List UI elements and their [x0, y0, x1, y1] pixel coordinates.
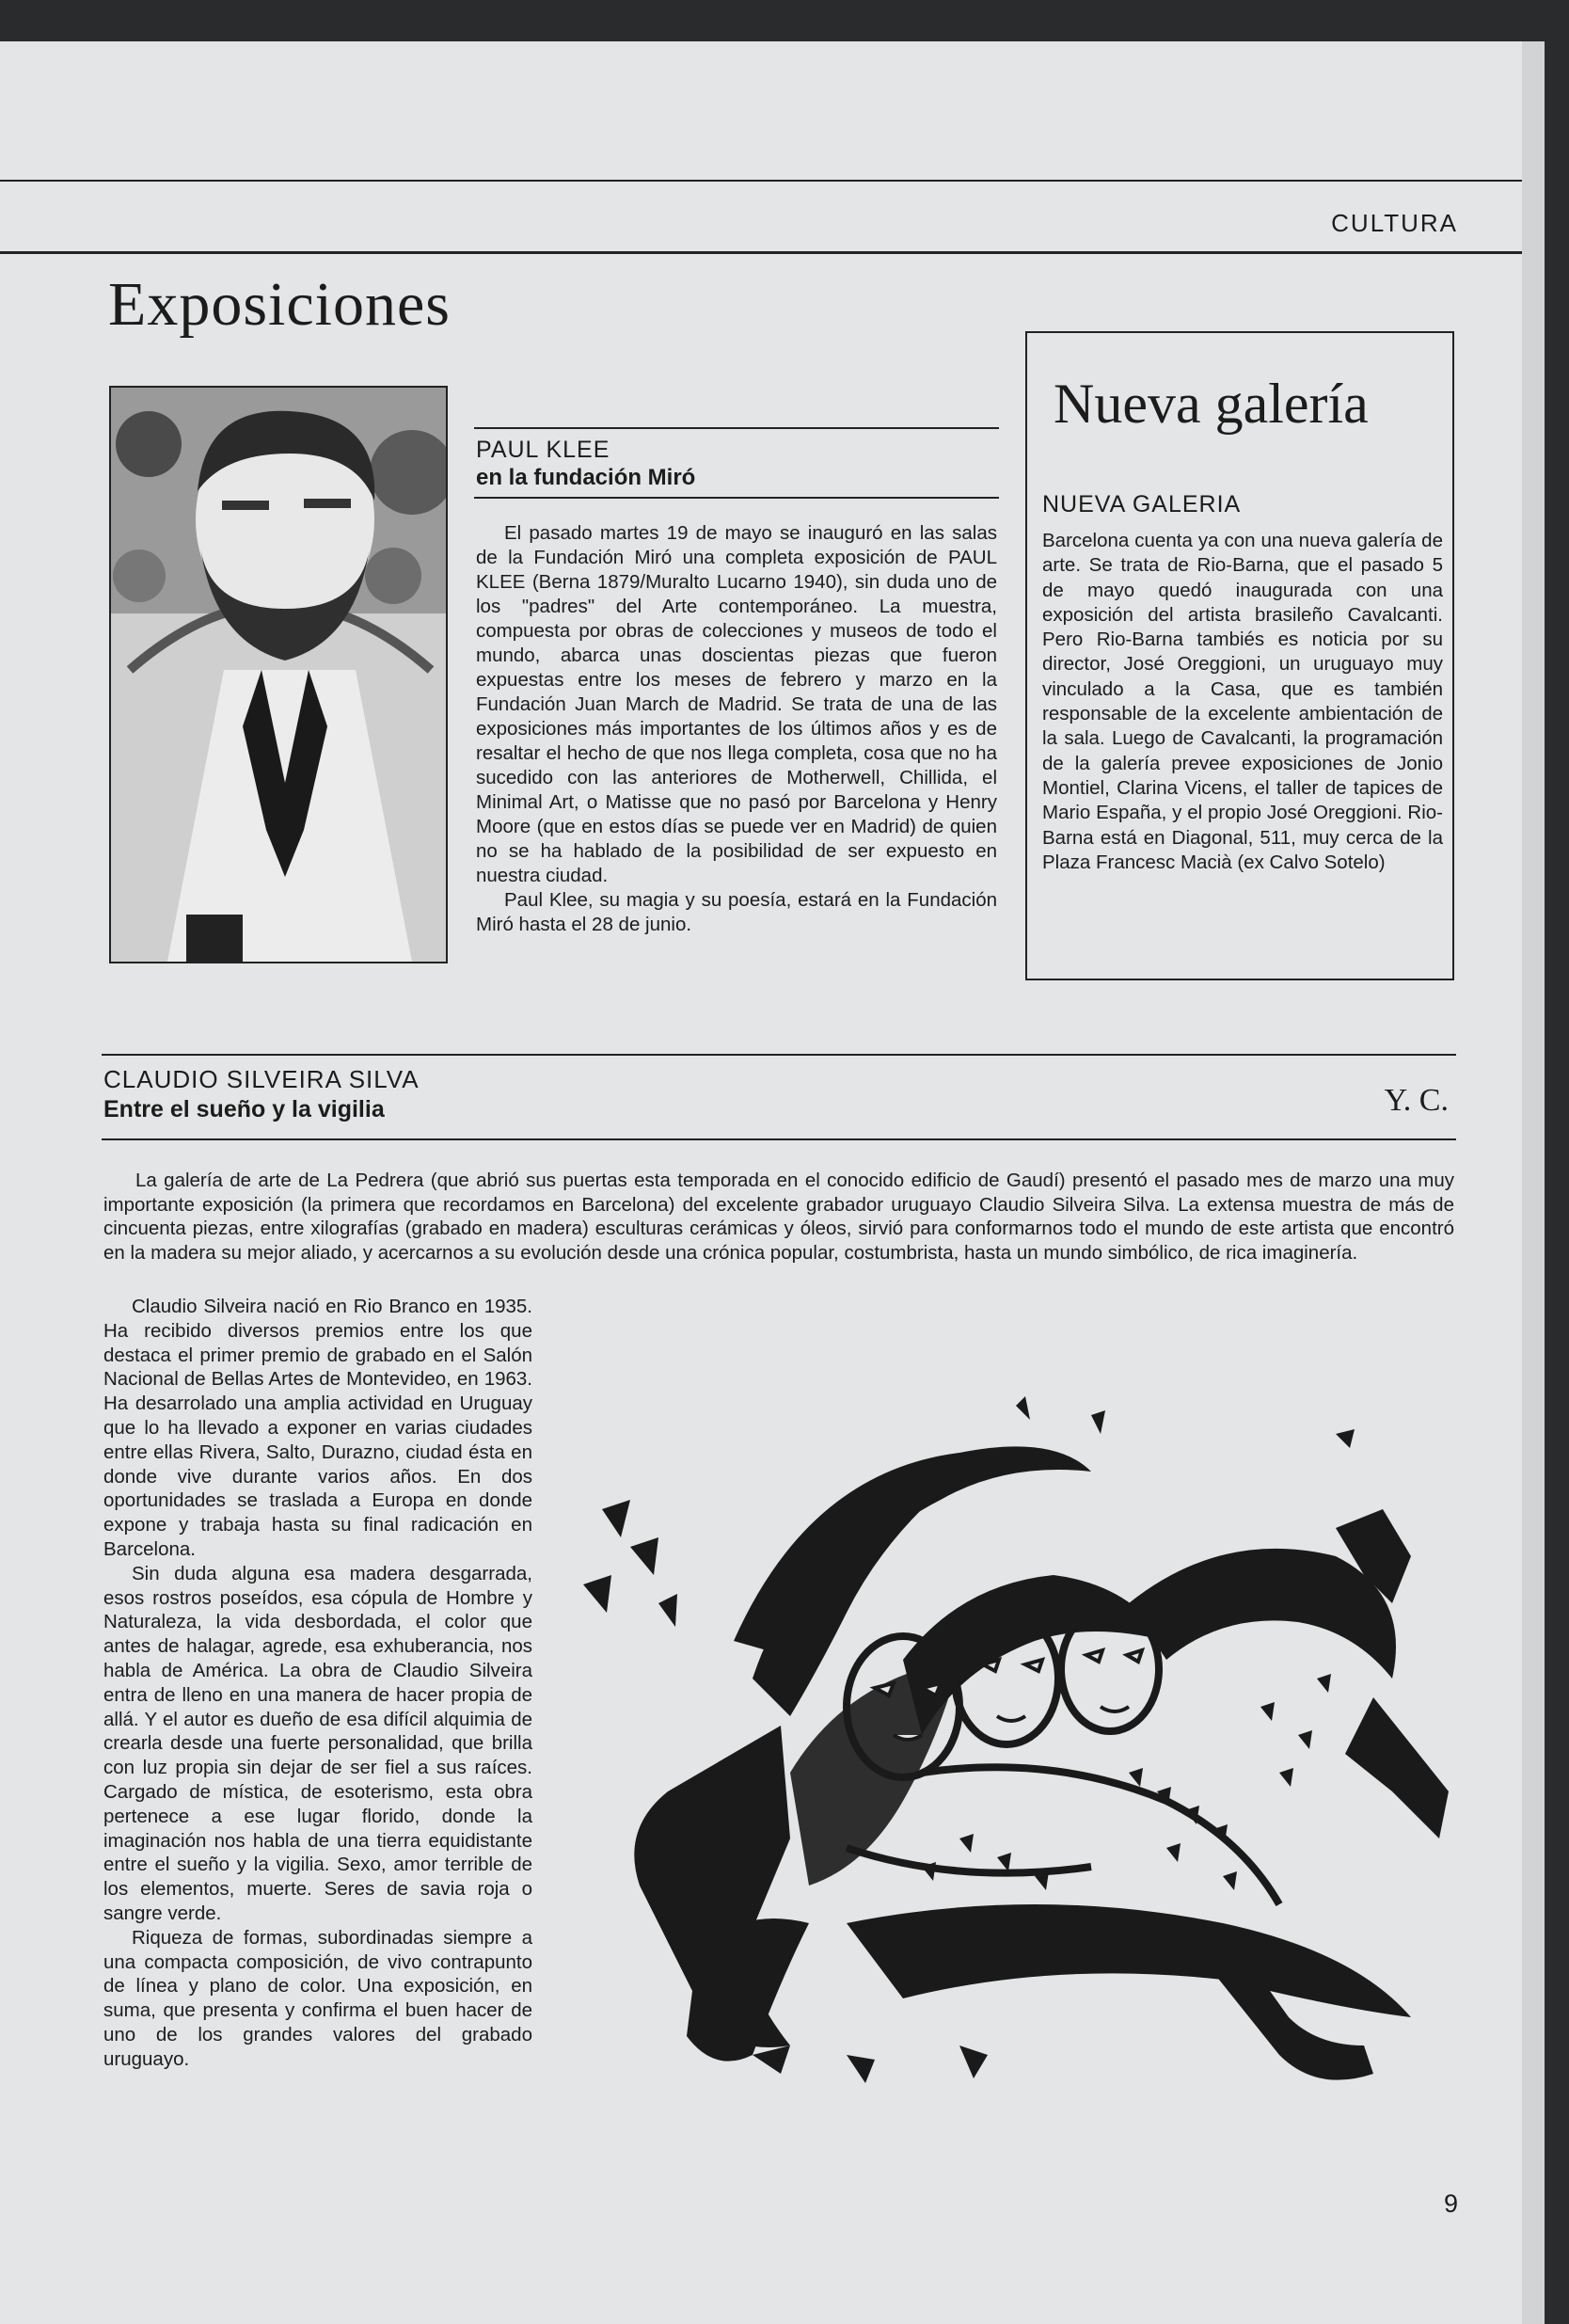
- klee-article-body: [476, 521, 997, 937]
- silveira-title: CLAUDIO SILVEIRA SILVA: [103, 1065, 420, 1093]
- section-label: CULTURA: [1331, 209, 1458, 237]
- klee-subtitle-rule: [474, 497, 999, 499]
- header-top-rule: [0, 180, 1522, 182]
- silveira-intro: La galería de arte de La Pedrera (que abrió sus puertas esta temporada en el conocido edificio de Gaudí) presentó el pasado mes de marzo una muy importante exposición (la primera que recordamos en Barcelona) del excelente grabador uruguayo Claudio Silveira Silva. La extensa muestra de más de cincuenta piezas, entre xilografías (grabado en madera) esculturas cerámicas y óleos, sirvió para conformarnos todo el mundo de este artista que encontró en la madera su mejor aliado, y acercarnos a su evolución desde una crónica popular, costumbrista, hasta un mundo simbólico, de rica imaginería.: [103, 1170, 1454, 1264]
- nueva-galeria-heading: Nueva galería: [1054, 373, 1369, 435]
- exposiciones-heading: Exposiciones: [108, 270, 451, 339]
- klee-paragraph-2: Paul Klee, su magia y su poesía, estará en la Fundación Miró hasta el 28 de junio.: [476, 889, 997, 935]
- silveira-subtitle: Entre el sueño y la vigilia: [103, 1096, 385, 1122]
- page-edge: [1522, 41, 1545, 2324]
- klee-title: PAUL KLEE: [476, 437, 610, 463]
- silveira-top-rule: [102, 1054, 1456, 1056]
- magazine-page: [0, 41, 1522, 2324]
- silveira-column: [103, 1295, 532, 2072]
- silveira-bottom-rule: [102, 1138, 1456, 1140]
- silveira-byline: Y. C.: [1384, 1083, 1449, 1118]
- klee-top-rule: [474, 427, 999, 429]
- paul-klee-photo: [109, 386, 448, 963]
- silveira-paragraph-2: Sin duda alguna esa madera desgarrada, esos rostros poseídos, esa cópula de Hombre y Naturaleza, la vida desbordada, el color que antes de halagar, agrede, esa exhuberancia, nos habla de América. La obra de Claudio Silveira entra de lleno en una manera de hacer propia de allá. Y el autor es dueño de esa difícil alquimia de crearla desde una fuerte personalidad, que brilla con luz propia sin dejar de ser fiel a sus raíces. Cargado de mística, de esoterismo, esta obra pertenece a ese lugar florido, donde la imaginación nos habla de una tierra equidistante entre el sueño y la vigilia. Sexo, amor terrible de los elementos, muerte. Seres de savia roja o sangre verde.: [103, 1562, 532, 1924]
- nueva-galeria-body: Barcelona cuenta ya con una nueva galería de arte. Se trata de Rio-Barna, que el pasado 5 de mayo quedó inaugurada con una exposición del artista brasileño Cavalcanti. Pero Rio-Barna tambiés es noticia por su director, José Oreggioni, un uruguayo muy vinculado a la Casa, que es también responsable de la excelente ambientación de la sala. Luego de Cavalcanti, la programación de la galería prevee exposiciones de Jonio Montiel, Clarina Vicens, el taller de tapices de Mario España, y el propio José Oreggioni. Rio-Barna está en Diagonal, 511, muy cerca de la Plaza Francesc Macià (ex Calvo Sotelo): [1042, 530, 1443, 873]
- klee-paragraph-1: El pasado martes 19 de mayo se inauguró en las salas de la Fundación Miró una completa exposición de PAUL KLEE (Berna 1879/Muralto Lucarno 1940), sin duda uno de los "padres" del Arte contemporáneo. La muestra, compuesta por obras de colecciones y museos de todo el mundo, abarca unas doscientas piezas que fueron expuestas entre los meses de febrero y marzo en la Fundación Juan March de Madrid. Se trata de una de las exposiciones más importantes de los últimos años y es de resaltar el hecho de que nos llega completa, cosa que no ha sucedido con las anteriores de Motherwell, Chillida, el Minimal Art, o Matisse que no pasó por Barcelona y Henry Moore (que en estos días se puede ver en Madrid) de quien no se ha hablado de la posibilidad de ser expuesto en nuestra ciudad.: [476, 522, 997, 886]
- page-number: 9: [1443, 2189, 1458, 2218]
- silveira-paragraph-1: Claudio Silveira nació en Rio Branco en 1935. Ha recibido diversos premios entre los que destaca el primer premio de grabado en el Salón Nacional de Bellas Artes de Montevideo, en 1963. Ha desarrolado una amplia actividad en Uruguay que lo ha llevado a exponer en varias ciudades entre ellas Rivera, Salto, Durazno, ciudad ésta en donde vive durante varios años. En dos oportunidades se traslada a Europa en donde expone y trabaja hasta su final radicación en Barcelona.: [103, 1296, 532, 1560]
- klee-subtitle: en la fundación Miró: [476, 465, 696, 490]
- header-bottom-rule: [0, 251, 1522, 254]
- portrait-illustration: [111, 388, 446, 962]
- nueva-galeria-subheading: NUEVA GALERIA: [1042, 491, 1242, 517]
- woodcut-figures: [564, 1396, 1467, 2111]
- woodcut-illustration: [564, 1396, 1467, 2111]
- silveira-paragraph-3: Riqueza de formas, subordinadas siempre a una compacta composición, de vivo contrapunto de línea y plano de color. Una exposición, en suma, que presenta y confirma el buen hacer de uno de los grandes valores del grabado uruguayo.: [103, 1926, 532, 2070]
